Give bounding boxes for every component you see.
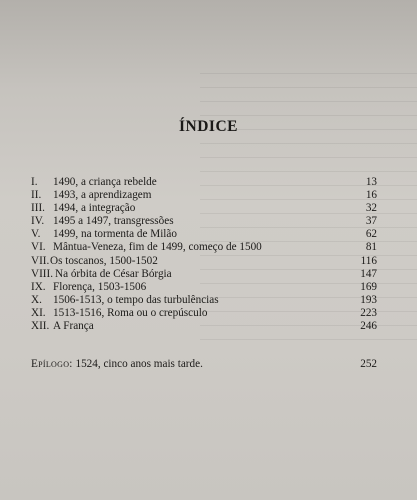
chapter-number: X.	[31, 293, 42, 306]
toc-entry	[31, 241, 377, 254]
epilogue-title: 1524, cinco anos mais tarde.	[75, 358, 203, 370]
toc-entry	[31, 268, 377, 281]
page-number: 16	[365, 189, 377, 202]
chapter-number: XII.	[31, 320, 50, 333]
table-of-contents	[31, 176, 377, 333]
chapter-number: III.	[31, 202, 45, 215]
epilogue-entry	[31, 358, 377, 371]
chapter-title: 1506-1513, o tempo das turbulências	[53, 293, 219, 306]
toc-entry	[31, 202, 377, 215]
toc-entry	[31, 189, 377, 202]
chapter-title: Mântua-Veneza, fim de 1499, começo de 1500	[53, 241, 262, 254]
chapter-number: IX.	[31, 280, 46, 293]
page-title: ÍNDICE	[179, 118, 238, 135]
chapter-title: Os toscanos, 1500-1502	[50, 254, 158, 267]
chapter-number: VI.	[31, 241, 46, 254]
chapter-number: II.	[31, 189, 42, 202]
chapter-number: XI.	[31, 306, 46, 319]
page-number: 169	[360, 280, 377, 293]
chapter-title: 1495 a 1497, transgressões	[53, 215, 174, 228]
page-number: 193	[360, 293, 377, 306]
toc-entry	[31, 215, 377, 228]
chapter-title: 1494, a integração	[53, 202, 136, 215]
page-number: 32	[365, 202, 377, 215]
page-number: 37	[365, 215, 377, 228]
epilogue-page-number: 252	[360, 358, 377, 370]
toc-entry	[31, 307, 377, 320]
page-number: 223	[360, 306, 377, 319]
chapter-title: 1493, a aprendizagem	[53, 189, 152, 202]
chapter-number: VIII.	[31, 267, 54, 280]
chapter-number: VII.	[31, 254, 50, 267]
page-number: 81	[365, 241, 377, 254]
toc-entry	[31, 176, 377, 189]
chapter-title: 1513-1516, Roma ou o crepúsculo	[53, 306, 208, 319]
page-number: 116	[360, 254, 377, 267]
toc-entry	[31, 255, 377, 268]
chapter-title: Florença, 1503-1506	[53, 280, 147, 293]
chapter-number: IV.	[31, 215, 45, 228]
chapter-number: I.	[31, 176, 38, 188]
chapter-number: V.	[31, 228, 41, 241]
epilogue-label: Epílogo:	[31, 358, 73, 370]
toc-entry	[31, 320, 377, 333]
page-number: 62	[365, 228, 377, 241]
chapter-title: Na órbita de César Bórgia	[55, 267, 172, 280]
toc-entry	[31, 281, 377, 294]
chapter-title: A França	[53, 320, 94, 333]
chapter-title: 1490, a criança rebelde	[53, 176, 157, 188]
toc-entry	[31, 228, 377, 241]
chapter-title: 1499, na tormenta de Milão	[53, 228, 177, 241]
page-number: 13	[365, 176, 377, 188]
page-number: 147	[360, 267, 377, 280]
page-number: 246	[360, 320, 377, 333]
toc-entry	[31, 294, 377, 307]
